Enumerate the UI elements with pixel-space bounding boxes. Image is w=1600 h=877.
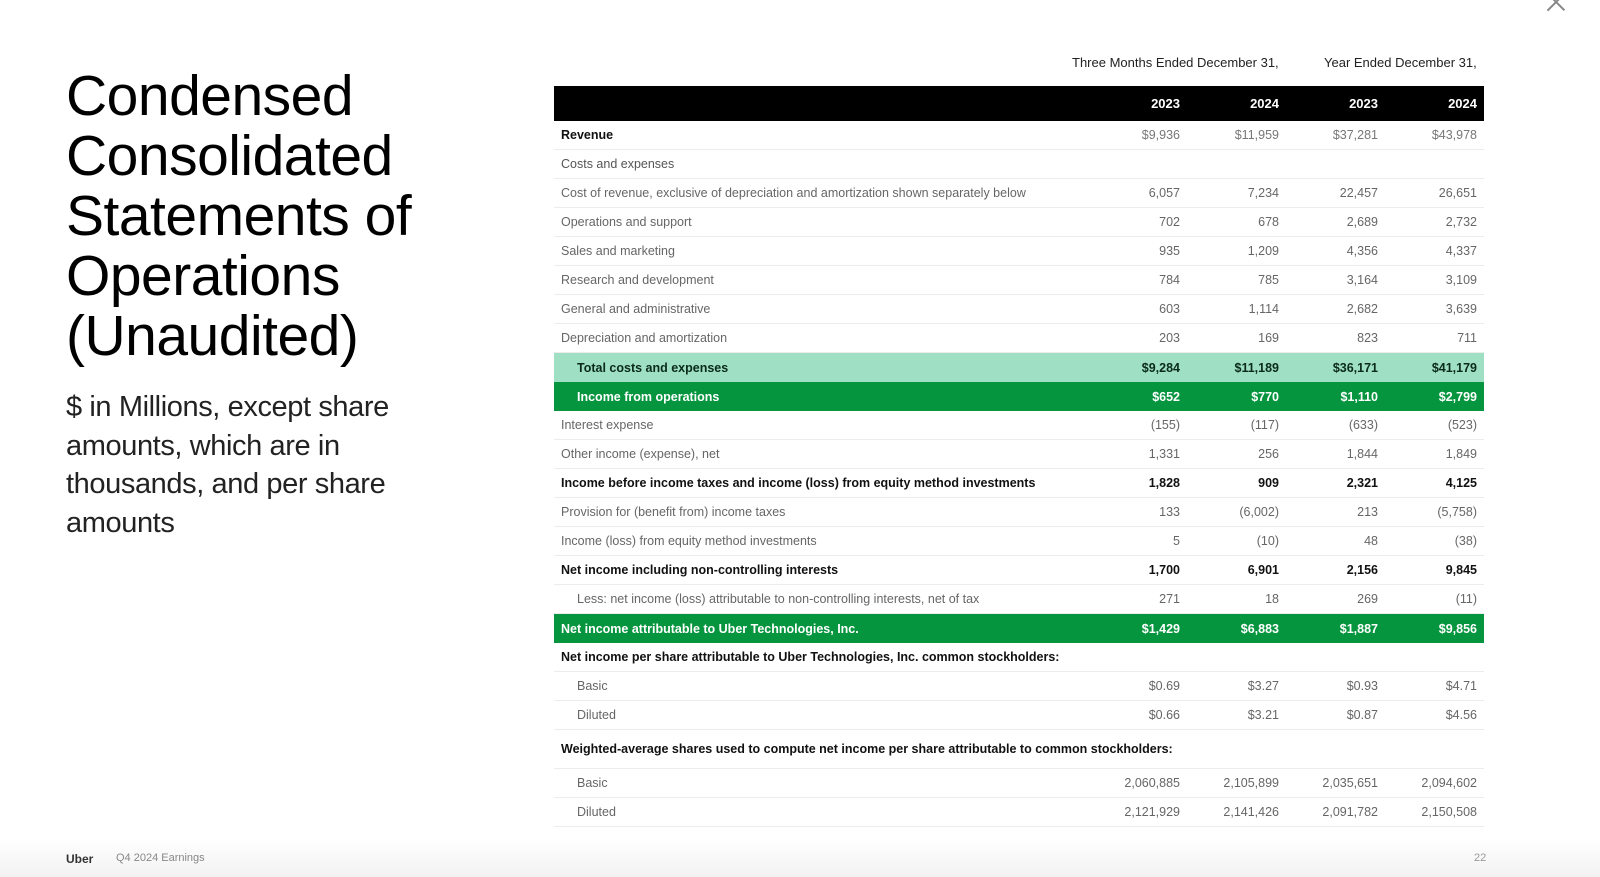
row-value: 3,109 xyxy=(1445,273,1477,287)
row-value: 2,060,885 xyxy=(1124,776,1180,790)
table-row xyxy=(554,411,1484,440)
row-value: 1,849 xyxy=(1445,447,1477,461)
table-row xyxy=(554,498,1484,527)
row-value: $43,978 xyxy=(1431,128,1477,142)
table-row xyxy=(554,672,1484,701)
table-row xyxy=(554,798,1484,827)
slide-footer xyxy=(0,838,1600,877)
row-label: Net income including non-controlling interests xyxy=(561,563,839,577)
row-value: 2,682 xyxy=(1346,302,1378,316)
period-three-months: Three Months Ended December 31, xyxy=(1072,55,1279,70)
row-value: 5 xyxy=(1173,534,1180,548)
row-value: 22,457 xyxy=(1339,186,1378,200)
row-value: $1,110 xyxy=(1340,389,1378,404)
row-value: (5,758) xyxy=(1437,505,1477,519)
row-value: 2,094,602 xyxy=(1421,776,1477,790)
row-label: Provision for (benefit from) income taxes xyxy=(561,505,786,519)
table-row xyxy=(554,353,1484,382)
row-value: 203 xyxy=(1159,331,1180,345)
table-row xyxy=(554,324,1484,353)
table-row xyxy=(554,643,1484,672)
row-value: $36,171 xyxy=(1332,360,1378,375)
table-body xyxy=(554,121,1484,827)
row-value: 3,639 xyxy=(1445,302,1477,316)
row-value: 48 xyxy=(1364,534,1378,548)
col-header: 2024 xyxy=(1250,96,1279,111)
table-row xyxy=(554,730,1484,769)
row-label: Other income (expense), net xyxy=(561,447,720,461)
row-value: 271 xyxy=(1159,592,1180,606)
row-label: Cost of revenue, exclusive of depreciation and amortization shown separately below xyxy=(561,186,1026,200)
row-value: 1,828 xyxy=(1148,476,1180,490)
row-value: 9,845 xyxy=(1445,563,1477,577)
table-row xyxy=(554,208,1484,237)
row-value: $11,189 xyxy=(1234,360,1279,375)
row-label: General and administrative xyxy=(561,302,711,316)
row-value: $4.71 xyxy=(1445,679,1477,693)
row-value: 2,035,651 xyxy=(1322,776,1378,790)
row-value: 133 xyxy=(1159,505,1180,519)
table-row xyxy=(554,382,1484,411)
row-value: $0.69 xyxy=(1148,679,1180,693)
row-value: 1,331 xyxy=(1148,447,1180,461)
row-value: 909 xyxy=(1258,476,1279,490)
row-value: 823 xyxy=(1357,331,1378,345)
row-value: 2,141,426 xyxy=(1223,805,1279,819)
table-row xyxy=(554,769,1484,798)
row-label: Income (loss) from equity method investments xyxy=(561,534,817,548)
income-statement-table xyxy=(554,86,1484,827)
row-value: 784 xyxy=(1159,273,1180,287)
row-value: (6,002) xyxy=(1239,505,1279,519)
row-value: 711 xyxy=(1457,331,1477,345)
slide-heading xyxy=(66,66,486,542)
row-label: Weighted-average shares used to compute net income per share attributable to common stockholders: xyxy=(561,742,1173,756)
title-line: Operations xyxy=(66,244,340,308)
table-row xyxy=(554,585,1484,614)
row-value: 2,121,929 xyxy=(1124,805,1180,819)
table-row xyxy=(554,556,1484,585)
row-label: Income before income taxes and income (loss) from equity method investments xyxy=(561,476,1036,490)
table-row xyxy=(554,527,1484,556)
row-value: (633) xyxy=(1348,418,1378,432)
row-value: 702 xyxy=(1159,215,1180,229)
row-value: 18 xyxy=(1265,592,1279,606)
row-value: 1,114 xyxy=(1248,302,1279,316)
table-row xyxy=(554,469,1484,498)
row-value: $2,799 xyxy=(1438,389,1477,404)
row-value: 4,337 xyxy=(1445,244,1477,258)
row-label: Diluted xyxy=(577,805,616,819)
row-value: 169 xyxy=(1258,331,1279,345)
row-value: $770 xyxy=(1251,389,1279,404)
col-header: 2024 xyxy=(1448,96,1477,111)
row-value: 3,164 xyxy=(1346,273,1378,287)
row-value: 2,321 xyxy=(1346,476,1378,490)
row-value: $11,959 xyxy=(1234,128,1279,142)
row-value: $9,284 xyxy=(1141,360,1180,375)
row-label: Research and development xyxy=(561,273,714,287)
row-value: (10) xyxy=(1256,534,1279,548)
row-value: 785 xyxy=(1258,273,1279,287)
period-headers xyxy=(1060,55,1490,75)
row-label: Income from operations xyxy=(577,389,720,404)
row-value: 256 xyxy=(1258,447,1279,461)
row-value: 6,057 xyxy=(1148,186,1180,200)
table-row xyxy=(554,266,1484,295)
row-value: 4,356 xyxy=(1346,244,1378,258)
row-value: $0.66 xyxy=(1148,708,1180,722)
page-title xyxy=(66,66,486,366)
row-value: (523) xyxy=(1447,418,1477,432)
row-label: Sales and marketing xyxy=(561,244,675,258)
table-row xyxy=(554,614,1484,643)
row-value: 213 xyxy=(1357,505,1378,519)
row-value: $1,887 xyxy=(1339,621,1378,636)
row-label: Operations and support xyxy=(561,215,692,229)
row-label: Depreciation and amortization xyxy=(561,331,728,345)
row-label: Net income attributable to Uber Technologies, Inc. xyxy=(561,621,859,636)
row-value: 2,105,899 xyxy=(1223,776,1279,790)
table-header xyxy=(554,86,1484,121)
row-label: Net income per share attributable to Uber Technologies, Inc. common stockholders: xyxy=(561,650,1060,664)
row-value: 269 xyxy=(1357,592,1378,606)
row-value: $0.93 xyxy=(1346,679,1378,693)
row-value: 26,651 xyxy=(1438,186,1477,200)
row-value: (117) xyxy=(1250,418,1279,432)
row-value: $9,856 xyxy=(1438,621,1477,636)
event-label: Q4 2024 Earnings xyxy=(116,852,205,864)
row-value: 2,156 xyxy=(1346,563,1378,577)
title-line: Consolidated xyxy=(66,124,393,188)
table-row xyxy=(554,121,1484,150)
row-value: 2,150,508 xyxy=(1421,805,1477,819)
row-value: 4,125 xyxy=(1445,476,1477,490)
row-value: 2,732 xyxy=(1445,215,1477,229)
row-value: $9,936 xyxy=(1141,128,1180,142)
row-value: $3.21 xyxy=(1247,708,1279,722)
table-row xyxy=(554,179,1484,208)
period-year: Year Ended December 31, xyxy=(1324,55,1477,70)
row-value: 7,234 xyxy=(1247,186,1279,200)
brand-logo: Uber xyxy=(66,852,94,866)
row-label: Total costs and expenses xyxy=(577,360,729,375)
row-value: $0.87 xyxy=(1346,708,1378,722)
row-value: 1,844 xyxy=(1346,447,1378,461)
row-value: 935 xyxy=(1159,244,1180,258)
col-header: 2023 xyxy=(1349,96,1378,111)
row-label: Basic xyxy=(577,679,608,693)
row-label: Interest expense xyxy=(561,418,654,432)
close-icon[interactable] xyxy=(1544,0,1568,14)
col-header: 2023 xyxy=(1151,96,1180,111)
page-number: 22 xyxy=(1474,852,1487,864)
table-row xyxy=(554,440,1484,469)
row-label: Costs and expenses xyxy=(561,157,675,171)
row-value: 2,091,782 xyxy=(1322,805,1378,819)
row-value: $4.56 xyxy=(1445,708,1477,722)
title-line: Statements of xyxy=(66,184,412,248)
row-label: Revenue xyxy=(561,128,614,142)
row-value: $41,179 xyxy=(1431,360,1477,375)
row-value: $3.27 xyxy=(1247,679,1279,693)
table-row xyxy=(554,237,1484,266)
row-value: (11) xyxy=(1455,592,1477,606)
row-value: $652 xyxy=(1152,389,1180,404)
row-value: 678 xyxy=(1258,215,1279,229)
title-line: (Unaudited) xyxy=(66,304,359,368)
table-row xyxy=(554,701,1484,730)
units-note: $ in Millions, except share amounts, which are in thousands, and per share amounts xyxy=(66,391,389,539)
row-value: $1,429 xyxy=(1141,621,1180,636)
row-value: (155) xyxy=(1150,418,1180,432)
row-label: Diluted xyxy=(577,708,616,722)
row-value: (38) xyxy=(1454,534,1477,548)
row-value: 1,209 xyxy=(1247,244,1279,258)
table-row xyxy=(554,295,1484,324)
row-value: 1,700 xyxy=(1148,563,1180,577)
row-value: 603 xyxy=(1159,302,1180,316)
row-value: $37,281 xyxy=(1332,128,1378,142)
table-row xyxy=(554,150,1484,179)
row-value: $6,883 xyxy=(1240,621,1279,636)
title-line: Condensed xyxy=(66,64,354,128)
row-value: 6,901 xyxy=(1247,563,1279,577)
row-label: Basic xyxy=(577,776,608,790)
row-label: Less: net income (loss) attributable to non-controlling interests, net of tax xyxy=(577,592,980,606)
row-value: 2,689 xyxy=(1346,215,1378,229)
